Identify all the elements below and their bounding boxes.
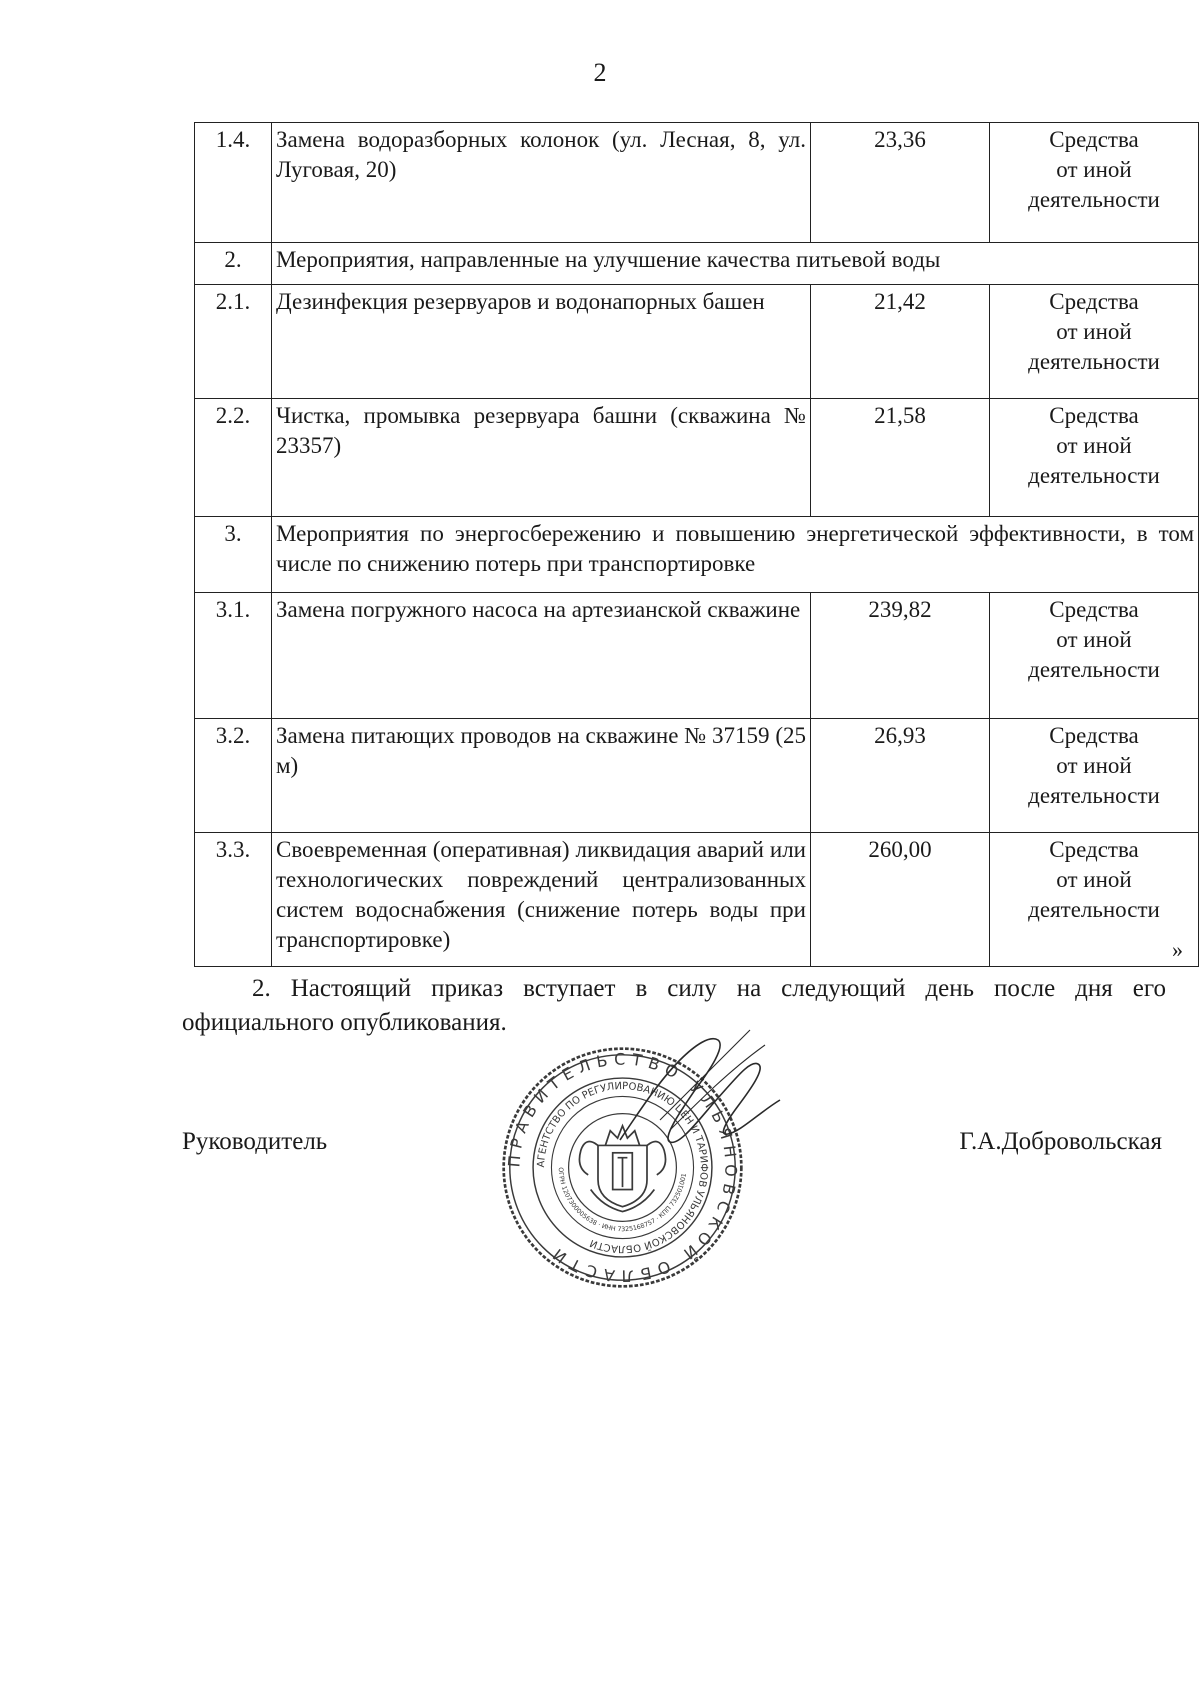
- funding-source-line: от иной: [1056, 157, 1132, 182]
- row-number: 2.2.: [195, 399, 272, 517]
- funding-source: [990, 593, 1199, 719]
- funding-source-line: от иной: [1056, 433, 1132, 458]
- funding-source-line: от иной: [1056, 627, 1132, 652]
- seal-inner-text: АГЕНТСТВО ПО РЕГУЛИРОВАНИЮ ЦЕН И ТАРИФОВ УЛЬЯНОВСКОЙ ОБЛАСТИ: [536, 1081, 709, 1254]
- row-number: 1.4.: [195, 123, 272, 243]
- funding-source-line: деятельности: [1028, 657, 1160, 682]
- funding-source: [990, 833, 1199, 967]
- section-title: Мероприятия по энергосбережению и повышению энергетической эффективности, в том числе по снижению потерь при транспортировке: [272, 517, 1199, 593]
- funding-source: [990, 123, 1199, 243]
- measure-amount: 239,82: [811, 593, 990, 719]
- table-row: [195, 285, 1199, 399]
- funding-source-line: деятельности: [1028, 897, 1160, 922]
- row-number: 2.1.: [195, 285, 272, 399]
- section-number: 3.: [195, 517, 272, 593]
- funding-source-line: деятельности: [1028, 187, 1160, 212]
- measure-description: Своевременная (оперативная) ликвидация аварий или технологических повреждений централизованных систем водоснабжения (снижение потерь воды при транспортировке): [272, 833, 811, 967]
- funding-source-line: Средства: [1049, 723, 1139, 748]
- seal-outer-text: ПРАВИТЕЛЬСТВО УЛЬЯНОВСКОЙ ОБЛАСТИ: [504, 1049, 741, 1286]
- funding-source-line: Средства: [1049, 837, 1139, 862]
- measure-amount: 260,00: [811, 833, 990, 967]
- funding-source-line: деятельности: [1028, 463, 1160, 488]
- row-number: 3.1.: [195, 593, 272, 719]
- table-row: [195, 399, 1199, 517]
- funding-source: [990, 719, 1199, 833]
- measure-description: Замена водоразборных колонок (ул. Лесная, 8, ул. Луговая, 20): [272, 123, 811, 243]
- funding-source-line: от иной: [1056, 867, 1132, 892]
- funding-source-line: Средства: [1049, 127, 1139, 152]
- page-number: 2: [593, 58, 607, 87]
- table-row: [195, 123, 1199, 243]
- funding-source-line: от иной: [1056, 319, 1132, 344]
- funding-source-line: деятельности: [1028, 783, 1160, 808]
- measures-table: [194, 122, 1199, 967]
- funding-source-line: деятельности: [1028, 349, 1160, 374]
- funding-source-line: Средства: [1049, 597, 1139, 622]
- measure-amount: 21,42: [811, 285, 990, 399]
- funding-source-line: Средства: [1049, 403, 1139, 428]
- table-section-row: [195, 517, 1199, 593]
- row-number: 3.3.: [195, 833, 272, 967]
- measure-amount: 21,58: [811, 399, 990, 517]
- row-number: 3.2.: [195, 719, 272, 833]
- closing-quote-mark: »: [1172, 937, 1183, 962]
- funding-source-line: от иной: [1056, 753, 1132, 778]
- funding-source: [990, 399, 1199, 517]
- measure-description: Замена погружного насоса на артезианской скважине: [272, 593, 811, 719]
- measure-amount: 23,36: [811, 123, 990, 243]
- measure-description: Замена питающих проводов на скважине № 37159 (25 м): [272, 719, 811, 833]
- measure-description: Чистка, промывка резервуара башни (скважина № 23357): [272, 399, 811, 517]
- signature-stroke: [660, 1030, 765, 1130]
- table-row: [195, 833, 1199, 967]
- measure-description: Дезинфекция резервуаров и водонапорных башен: [272, 285, 811, 399]
- funding-source-line: Средства: [1049, 289, 1139, 314]
- signature-stroke: [620, 1039, 780, 1143]
- seal-code-text: ОГРН 1207300005638 · ИНН 7325168757 · КПП 732501001: [556, 1167, 688, 1234]
- clause-paragraph: 2. Настоящий приказ вступает в силу на следующий день после дня его официального опубликования.: [182, 975, 1166, 1036]
- funding-source: [990, 285, 1199, 399]
- section-title: Мероприятия, направленные на улучшение качества питьевой воды: [272, 243, 1199, 285]
- measure-amount: 26,93: [811, 719, 990, 833]
- table-section-row: [195, 243, 1199, 285]
- handwritten-signature: [600, 1020, 790, 1170]
- table-row: [195, 593, 1199, 719]
- table-row: [195, 719, 1199, 833]
- signer-position: Руководитель: [182, 1128, 328, 1155]
- signer-name: Г.А.Добровольская: [959, 1128, 1162, 1155]
- section-number: 2.: [195, 243, 272, 285]
